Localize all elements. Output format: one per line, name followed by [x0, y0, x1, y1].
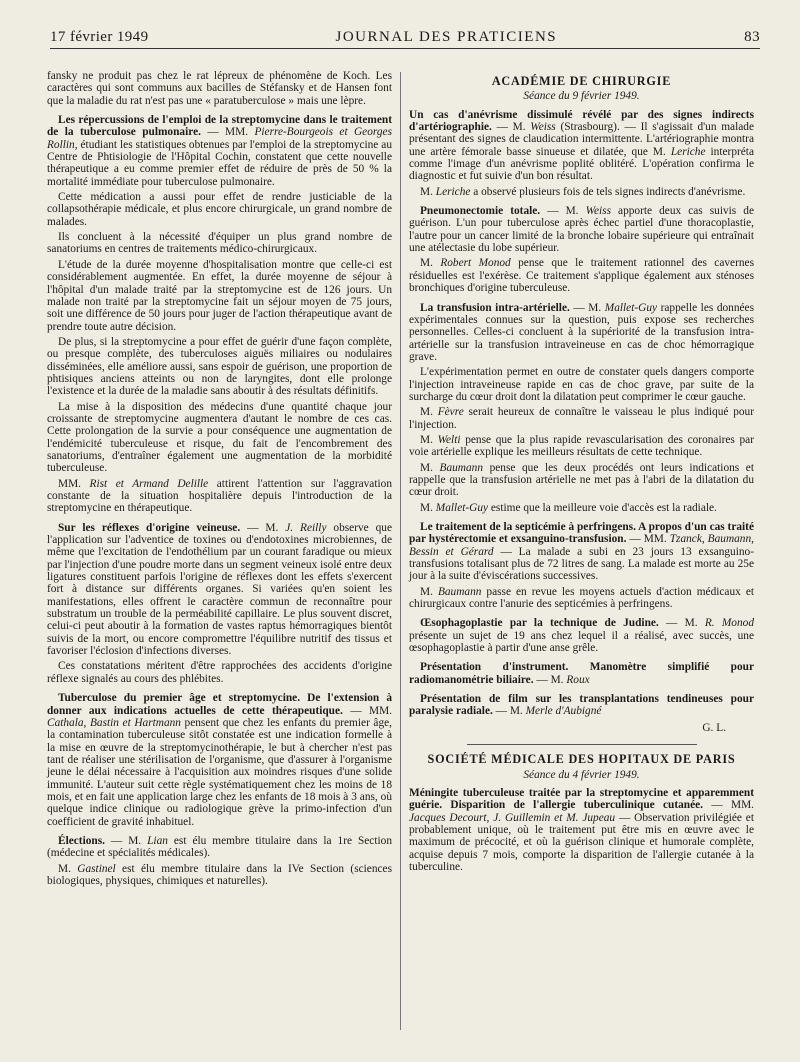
section-title: Sur les réflexes d'origine veineuse. — [58, 521, 241, 534]
authors: J. Reilly — [285, 521, 327, 534]
header-date: 17 février 1949 — [50, 29, 149, 45]
authors: Mallet-Guy — [435, 501, 489, 514]
paragraph-text: attirent l'attention sur l'aggravation constante de la situation hospitalière depuis l'introduction de la streptomycine en thérapeutique. — [47, 477, 392, 515]
paragraph-text: estime que la meilleure voie d'accès est la radiale. — [488, 501, 717, 514]
paragraph-text: apporte deux cas suivis de guérison. L'un pour tuberculose après échec partiel d'une thoracoplastie, l'autre pour un cancer limité de la bronche lobaire supérieure qui entraînait une atélectasie du lobe supérieur. — [409, 205, 754, 255]
paragraph: fansky ne produit pas chez le rat lépreux de phénomène de Koch. Les caractères qui sont communs aux bacilles de Stéfansky et de Hansen font que la maladie du rat n'est pas une « paratuberculose » mais une lèpre. — [47, 70, 392, 107]
paragraph: Ils concluent à la nécessité d'équiper un plus grand nombre de sanatoriums en centres de traitements médico-chirurgicaux. — [47, 231, 392, 256]
section-tuberculose-premier-age: Tuberculose du premier âge et streptomycine. De l'extension à donner aux indications actuelles de cette thérapeutique. — MM. Cathala, Bastin et Hartmann pensent que chez les enfants du premier âge, la contamination tuberculeuse sitôt constatée est une indication formelle à la mise en œuvre de la streptomycinothérapie, le but à chercher n'est pas tant de réaliser une stérilisation de l'organisme, que d'assurer à l'organisme jeune le délai nécessaire à l'acquisition aux moindres risques d'une solide immunité. L'auteur suit cette règle systématiquement chez les moins de 18 mois, et en fait une application large chez les enfants de 18 mois à 3 ans, où quelque indice clinique ou radiologique grève la primo-infection d'un coefficient de gravité inhabituel. — [47, 692, 393, 828]
left-column — [47, 70, 392, 890]
section-film: Présentation de film sur les transplantations tendineuses pour paralysie radiale. — M. Merle d'Aubigné — [409, 693, 754, 718]
authors: Weiss — [530, 121, 556, 134]
authors: Rist et Armand Delille — [89, 477, 209, 490]
paragraph-text: Observation privilégiée et probablement unique, où le traitement put être mis en œuvre avec le maximum de précocité, et où la guérison clinique et humorale complète, acquise depuis 7 mois, comporte la disparition de l'allergie cutanée à la tuberculine. — [409, 811, 754, 873]
section-oesophagoplastie: Œsophagoplastie par la technique de Judine. — M. R. Monod présente un sujet de 19 ans chez lequel il a réalisé, avec succès, une œsophagoplastie à partir d'une anse grêle. — [409, 617, 754, 655]
paragraph-text: a observé plusieurs fois de tels signes indirects d'anévrisme. — [470, 185, 746, 198]
section-repercussions: Les répercussions de l'emploi de la streptomycine dans le traitement de la tuberculose pulmonaire. — MM. Pierre-Bourgeois et Georges Rollin, étudiant les statistiques obtenues par l'emploi de la streptomycine au Centre de Phtisiologie de l'Hôpital Cochin, constatent que cette nouvelle thérapeutique a eu comme premier effet de réduire de près de 50 % la mortalité immédiate pour tuberculose pulmonaire. — [47, 114, 392, 188]
section-instrument: Présentation d'instrument. Manomètre simplifié pour radiomanométrie biliaire. — M. Roux — [409, 661, 754, 686]
authors: Pierre-Bourgeois et Georges Rollin — [47, 126, 392, 151]
authors: Lian — [147, 834, 168, 847]
authors: Robert Monod — [440, 257, 511, 270]
paragraph-text: serait heureux de connaître le vaisseau le plus indiqué pour l'injection. — [409, 406, 754, 431]
signature: G. L. — [702, 721, 726, 734]
paragraph-text: pense que les deux procédés ont leurs indications et rappelle que la transfusion artérielle ne met pas à l'abri de la dilatation du cœur droit. — [409, 461, 754, 499]
paragraph: L'étude de la durée moyenne d'hospitalisation montre que celle-ci est considérablement augmentée. En effet, la durée moyenne de séjour à l'hôpital d'un malade traité par la streptomycine est de 126 jours. Un malade non traité par la streptomycine fait un séjour moyen de 75 jours, soit une différence de 50 jours pour juger de l'action thérapeutique avant de prendre toute autre décision. — [47, 258, 392, 333]
authors: Gastinel — [77, 862, 116, 875]
authors: Baumann — [437, 585, 482, 598]
authors: Merle d'Aubigné — [525, 705, 602, 718]
paragraph: M. Baumann pense que les deux procédés ont leurs indications et rappelle que la transfusion artérielle ne met pas à l'abri de la dilatation du cœur droit. — [409, 461, 754, 499]
paragraph-text: Il s'agissait d'un malade présentant des signes de claudication intermittente. L'artériographie montra une artère fémorale basse sinueuse et dilatée, que M. — [409, 121, 754, 158]
authors: Tzanck, Baumann, Bessin et Gérard — [409, 533, 754, 558]
section-meningite: Méningite tuberculeuse traitée par la streptomycine et apparemment guérie. Disparition de l'allergie tuberculinique cutanée. — MM. Jacques Decourt, J. Guillemin et M. Jupeau — Observation privilégiée et probablement unique, où le traitement put être mis en œuvre avec le maximum de précocité, et où la guérison clinique et humorale complète, acquise depuis 7 mois, comporte la disparition de l'allergie cutanée à la tuberculine. — [409, 786, 754, 873]
paragraph: MM. Rist et Armand Delille attirent l'attention sur l'aggravation constante de la situation hospitalière depuis l'introduction de la streptomycine en thérapeutique. — [47, 477, 392, 515]
section-title: Présentation d'instrument. Manomètre simplifié pour radiomanométrie biliaire. — [409, 661, 754, 686]
seance-date: Séance du 9 février 1949. — [523, 90, 640, 103]
paragraph-text: pense que la plus rapide revascularisation des coronaires par voie artérielle explique les meilleurs résultats de cette technique. — [409, 433, 754, 459]
paragraph: Ces constatations méritent d'être rapprochées des accidents d'origine réflexe signalés au cours des phlébites. — [47, 660, 392, 685]
section-septicemie: Le traitement de la septicémie à perfringens. A propos d'un cas traité par hystérectomie et exsanguino-transfusion. — MM. Tzanck, Baumann, Bessin et Gérard — La malade a subi en 23 jours 13 exsanguino-transfusions totalisant plus de 72 litres de sang. La malade est morte au 25e jour à la suite d'éviscérations successives. — [409, 521, 754, 583]
paragraph-text: observe que l'application sur l'adventice de toxines ou d'endotoxines microbiennes, de même que l'excitation de l'endothélium par un courant faradique ou mieux par l'injection d'une poudre morte dans un segment veineux isolé entre deux ligatures constituent parfois l'origine de réflexes dont les effets s'exercent fort à distance sur différents organes. Si variées qu'en soient les manifestations, elles offrent le caractère commun de reconnaître pour substratum un trouble de la perméabilité capillaire. Le plus souvent discret, celui-ci peut aboutir à la formation de vastes raptus hémorragiques bientôt suivis de la mort, ou encore compromettre l'équilibre nutritif des tissus et favoriser l'éclosion d'infections diverses. — [47, 521, 392, 658]
section-title: Méningite tuberculeuse traitée par la streptomycine et apparemment guérie. Disparition de l'allergie tuberculinique cutanée. — [409, 786, 754, 812]
authors: Welti — [437, 433, 461, 446]
societe-heading: SOCIÉTÉ MÉDICALE DES HOPITAUX DE PARIS — [427, 752, 736, 767]
section-title: Pneumonectomie totale. — [420, 205, 541, 218]
column-divider — [400, 72, 401, 1030]
section-anevrisme: Un cas d'anévrisme dissimulé révélé par des signes indirects d'artériographie. — M. Weiss (Strasbourg). — Il s'agissait d'un malade présentant des signes de claudication intermittente. L'artériographie montra une artère fémorale basse sinueuse et dilatée, que M. Leriche interpréta comme l'image d'un anévrisme poplité oblitéré. L'opération confirma le diagnostic et fut suivie d'un bon résultat. — [409, 108, 754, 183]
paragraph: M. Mallet-Guy estime que la meilleure voie d'accès est la radiale. — [420, 501, 717, 514]
section-title: Un cas d'anévrisme dissimulé révélé par des signes indirects d'artériographie. — [409, 108, 754, 134]
academy-heading: ACADÉMIE DE CHIRURGIE — [491, 74, 672, 88]
paragraph: La mise à la disposition des médecins d'une quantité chaque jour croissante de streptomycine augmentera d'autant le nombre de ces cas. Cette prolongation de la survie a pour conséquence une augmentation de l'endémicité tuberculeuse et risque, du fait de l'encombrement des sanatoriums, d'entraîner également une augmentation de la morbidité tuberculeuse. — [47, 400, 392, 475]
section-title: Le traitement de la septicémie à perfringens. A propos d'un cas traité par hystérectomie et exsanguino-transfusion. — [409, 521, 754, 546]
authors: R. Monod — [704, 617, 754, 630]
page-header — [50, 24, 760, 49]
paragraph-text: passe en revue les moyens actuels d'action médicaux et chirurgicaux contre l'anurie des septicémies à perfringens. — [409, 585, 755, 611]
authors: Baumann — [439, 461, 483, 474]
section-title: Tuberculose du premier âge et streptomycine. De l'extension à donner aux indications actuelles de cette thérapeutique. — [47, 692, 392, 717]
authors: Leriche — [435, 185, 471, 198]
header-journal-title: JOURNAL DES PRATICIENS — [335, 29, 558, 45]
authors: Jacques Decourt, J. Guillemin et M. Jupeau — [409, 811, 616, 824]
paragraph: L'expérimentation permet en outre de constater quels dangers comporte l'injection intraveineuse rapide en cas de choc grave, par suite de la surcharge du cœur droit dont la dilatation peut comprimer le cœur gauche. — [409, 366, 754, 403]
location: (Strasbourg). — [555, 121, 620, 134]
paragraph-text: interpréta comme l'image d'un anévrisme poplité oblitéré. L'opération confirma le diagnostic et fut suivie d'un bon résultat. — [409, 145, 754, 183]
paragraph: De plus, si la streptomycine a pour effet de guérir d'une façon complète, ou presque complète, des tuberculoses aiguës miliaires ou nodulaires disséminées, elle améliore aussi, sans espoir de guérison, une proportion de phtisiques anciens atteints ou non de laryngites, dont elle prolonge l'existence et la durée de la maladie sans aboutir à des résultats définitifs. — [47, 335, 392, 398]
header-page-number: 83 — [744, 29, 760, 45]
paragraph-text: présente un sujet de 19 ans chez lequel il a réalisé, avec succès, une œsophagoplastie à partir d'une anse grêle. — [409, 629, 754, 655]
paragraph: M. Baumann passe en revue les moyens actuels d'action médicaux et chirurgicaux contre l'anurie des septicémies à perfringens. — [409, 585, 755, 611]
paragraph-text: , étudiant les statistiques obtenues par l'emploi de la streptomycine au Centre de Phtisiologie de l'Hôpital Cochin, constatent que cette nouvelle thérapeutique a eu comme premier effet de réduire de près de 50 % la mortalité immédiate pour tuberculose pulmonaire. — [47, 138, 392, 188]
section-reflexes: Sur les réflexes d'origine veineuse. — M. J. Reilly observe que l'application sur l'adventice de toxines ou d'endotoxines microbiennes, de même que l'excitation de l'endothélium par un courant faradique ou mieux par l'injection d'une poudre morte dans un segment veineux isolé entre deux ligatures constituent parfois l'origine de réflexes dont les effets s'exercent fort à distance sur différents organes. Si variées qu'en soient les manifestations, elles offrent le caractère commun de reconnaître pour substratum un trouble de la perméabilité capillaire. Le plus souvent discret, celui-ci peut aboutir à la formation de vastes raptus hémorragiques bientôt suivis de la mort, ou encore compromettre l'équilibre nutritif des tissus et favoriser l'éclosion d'infections diverses. — [47, 521, 392, 658]
section-separator — [467, 744, 697, 745]
paragraph-text: rappelle les données expérimentales connues sur la question, puis expose ses recherches personnelles. Celles-ci concluent à la supériorité de la transfusion intra-artérielle sur la transfusion intraveineuse en cas de choc hémorragique grave. — [409, 301, 755, 363]
paragraph-text: pensent que chez les enfants du premier âge, la contamination tuberculeuse sitôt constatée est une indication formelle à la mise en œuvre de la streptomycinothérapie, le but à chercher n'est pas tant de réaliser une stérilisation de l'organisme, que d'assurer à l'organisme jeune le délai nécessaire à l'acquisition aux moindres risques d'une solide immunité. L'auteur suit cette règle systématiquement chez les moins de 18 mois, et en fait une application large chez les enfants de 18 mois à 3 ans, où quelque indice clinique ou radiologique grève la primo-infection d'un coefficient de gravité inhabituel. — [47, 716, 393, 828]
right-column — [409, 70, 754, 876]
paragraph: M. Robert Monod pense que le traitement rationnel des cavernes résiduelles est l'exérèse. Ce traitement s'applique également aux sténoses bronchiques d'origine tuberculeuse. — [409, 257, 754, 295]
paragraph-text: est élu membre titulaire dans la 1re Section (médecine et spécialités médicales). — [47, 834, 392, 860]
section-transfusion: La transfusion intra-artérielle. — M. Mallet-Guy rappelle les données expérimentales connues sur la question, puis expose ses recherches personnelles. Celles-ci concluent à la supériorité de la transfusion intra-artérielle sur la transfusion intraveineuse en cas de choc hémorragique grave. — [409, 301, 755, 363]
section-title: La transfusion intra-artérielle. — [420, 301, 570, 314]
section-title: Les répercussions de l'emploi de la streptomycine dans le traitement de la tuberculose pulmonaire. — [47, 114, 392, 139]
paragraph: M. Fèvre serait heureux de connaître le vaisseau le plus indiqué pour l'injection. — [409, 406, 754, 431]
paragraph-text: pense que le traitement rationnel des cavernes résiduelles est l'exérèse. Ce traitement s'applique également aux sténoses bronchiques d'origine tuberculeuse. — [409, 257, 754, 295]
paragraph-text: La malade a subi en 23 jours 13 exsanguino-transfusions totalisant plus de 72 litres de sang. La malade est morte au 25e jour à la suite d'éviscérations successives. — [409, 545, 754, 583]
section-title: Élections. — [58, 834, 105, 847]
paragraph-text: est élu membre titulaire dans la IVe Section (sciences biologiques, physiques, chimiques et naturelles). — [47, 862, 392, 887]
section-title: Présentation de film sur les transplantations tendineuses pour paralysie radiale. — [409, 693, 754, 718]
authors: Cathala, Bastin et Hartmann — [47, 716, 181, 729]
section-elections: Élections. — M. Lian est élu membre titulaire dans la 1re Section (médecine et spécialités médicales). — [47, 834, 392, 860]
paragraph: M. Gastinel est élu membre titulaire dans la IVe Section (sciences biologiques, physiques, chimiques et naturelles). — [47, 862, 392, 887]
authors: Leriche — [670, 145, 706, 158]
paragraph: Cette médication a aussi pour effet de rendre justiciable de la collapsothérapie médicale, et plus encore chirurgicale, un grand nombre de malades. — [47, 191, 392, 228]
authors: Roux — [566, 673, 590, 686]
seance-date: Séance du 4 février 1949. — [523, 768, 640, 781]
paragraph: M. Leriche a observé plusieurs fois de tels signes indirects d'anévrisme. — [420, 185, 746, 198]
paragraph: M. Welti pense que la plus rapide revascularisation des coronaires par voie artérielle explique les meilleurs résultats de cette technique. — [409, 433, 754, 459]
section-title: Œsophagoplastie par la technique de Judine. — [420, 617, 659, 630]
section-pneumonectomie: Pneumonectomie totale. — M. Weiss apporte deux cas suivis de guérison. L'un pour tuberculose après échec partiel d'une thoracoplastie, l'autre pour un cancer limité de la bronche lobaire supérieure qui entraînait une atélectasie du lobe supérieur. — [409, 205, 754, 255]
authors: Weiss — [585, 205, 611, 218]
authors: Mallet-Guy — [604, 301, 658, 314]
authors: Fèvre — [437, 406, 464, 419]
